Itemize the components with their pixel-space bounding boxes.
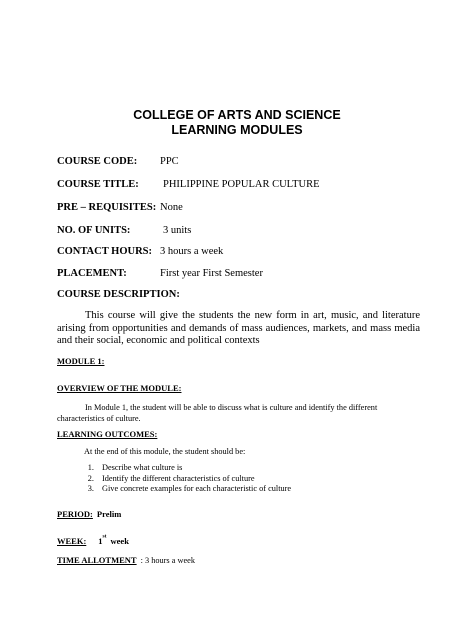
overview-text: In Module 1, the student will be able to discuss what is culture and identify the different characteristics of culture. xyxy=(57,403,378,423)
week-row xyxy=(57,531,129,549)
course-description-text: This course will give the students the new form in art, music, and literature arising from opportunities and demands of mass audiences, markets, and mass media and their social, economic and political contexts xyxy=(57,310,420,346)
course-title-value: PHILIPPINE POPULAR CULTURE xyxy=(163,179,320,190)
week-number: 1 xyxy=(98,536,103,546)
period-label: PERIOD: xyxy=(57,509,93,519)
week-suffix: st xyxy=(102,533,107,540)
course-code-value: PPC xyxy=(160,156,179,167)
course-title-label: COURSE TITLE: xyxy=(57,179,139,190)
time-allotment-value: : 3 hours a week xyxy=(140,556,195,565)
period-value: Prelim xyxy=(96,509,122,519)
units-label: NO. OF UNITS: xyxy=(57,225,131,236)
period-row xyxy=(57,504,121,522)
contact-hours-value: 3 hours a week xyxy=(160,246,224,257)
outcome-item-1: 1. Describe what culture is xyxy=(96,463,291,474)
outcome-item-3: 3. Give concrete examples for each characteristic of culture xyxy=(96,484,291,495)
outcomes-intro: At the end of this module, the student should be: xyxy=(84,447,246,456)
time-allotment-label: TIME ALLOTMENT xyxy=(57,555,137,565)
prerequisites-label: PRE – REQUISITES: xyxy=(57,202,157,213)
contact-hours-label: CONTACT HOURS: xyxy=(57,246,152,257)
placement-label: PLACEMENT: xyxy=(57,268,127,279)
modules-title: LEARNING MODULES xyxy=(171,123,303,137)
college-title: COLLEGE OF ARTS AND SCIENCE xyxy=(133,108,341,122)
outcome-item-2: 2. Identify the different characteristics of culture xyxy=(96,474,291,485)
overview-heading: OVERVIEW OF THE MODULE: xyxy=(57,383,182,393)
module-heading: MODULE 1: xyxy=(57,356,105,366)
prerequisites-value: None xyxy=(160,202,183,213)
outcomes-list xyxy=(84,463,291,495)
course-description-label: COURSE DESCRIPTION: xyxy=(57,289,180,300)
placement-value: First year First Semester xyxy=(160,268,263,279)
time-allotment-row xyxy=(57,550,195,568)
learning-outcomes-heading: LEARNING OUTCOMES: xyxy=(57,429,158,439)
course-code-label: COURSE CODE: xyxy=(57,156,138,167)
units-value: 3 units xyxy=(163,225,192,236)
week-word: week xyxy=(110,536,129,546)
week-label: WEEK: xyxy=(57,536,87,546)
